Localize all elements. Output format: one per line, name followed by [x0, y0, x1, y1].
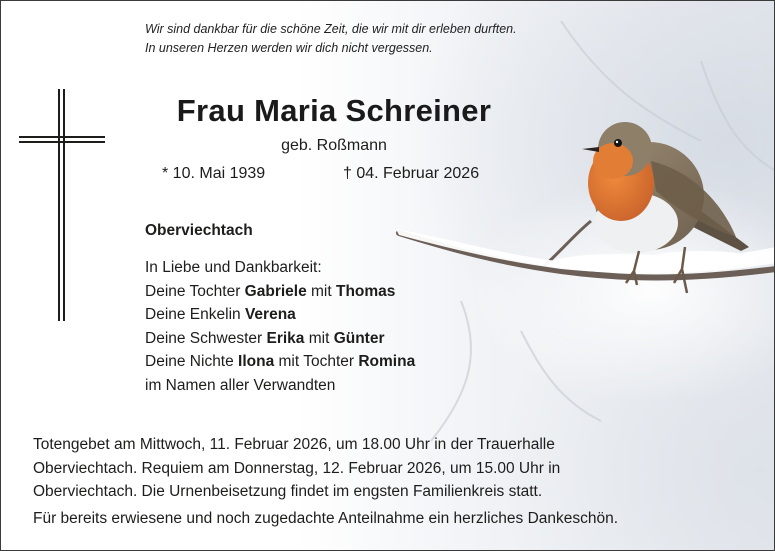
service-line: Oberviechtach. Die Urnenbeisetzung findet im engsten Familienkreis statt.	[33, 483, 543, 501]
family-line: Deine Nichte Ilona mit Tochter Romina	[145, 353, 416, 371]
service-line: Oberviechtach. Requiem am Donnerstag, 12. Februar 2026, um 15.00 Uhr in	[33, 459, 561, 477]
family-closing: im Namen aller Verwandten	[145, 376, 336, 394]
death-date: † 04. Februar 2026	[343, 165, 480, 182]
family-list	[145, 256, 415, 398]
thanks-note: Für bereits erwiesene und noch zugedachte Anteilnahme ein herzliches Dankeschön.	[33, 510, 619, 527]
deceased-name: Frau Maria Schreiner	[176, 93, 492, 128]
service-details	[33, 433, 560, 504]
memorial-quote	[145, 20, 517, 58]
family-line: Deine Tochter Gabriele mit Thomas	[145, 282, 396, 300]
family-line: Deine Enkelin Verena	[145, 306, 296, 324]
place-name: Oberviechtach	[145, 222, 253, 239]
service-line: Totengebet am Mittwoch, 11. Februar 2026, um 18.00 Uhr in der Trauerhalle	[33, 436, 555, 453]
quote-line: In unseren Herzen werden wir dich nicht vergessen.	[145, 41, 433, 55]
maiden-name: geb. Roßmann	[281, 137, 387, 154]
family-intro: In Liebe und Dankbarkeit:	[145, 259, 322, 276]
family-line: Deine Schwester Erika mit Günter	[145, 329, 385, 347]
birth-date: * 10. Mai 1939	[162, 165, 266, 182]
quote-line: Wir sind dankbar für die schöne Zeit, die wir mit dir erleben durften.	[145, 22, 517, 36]
